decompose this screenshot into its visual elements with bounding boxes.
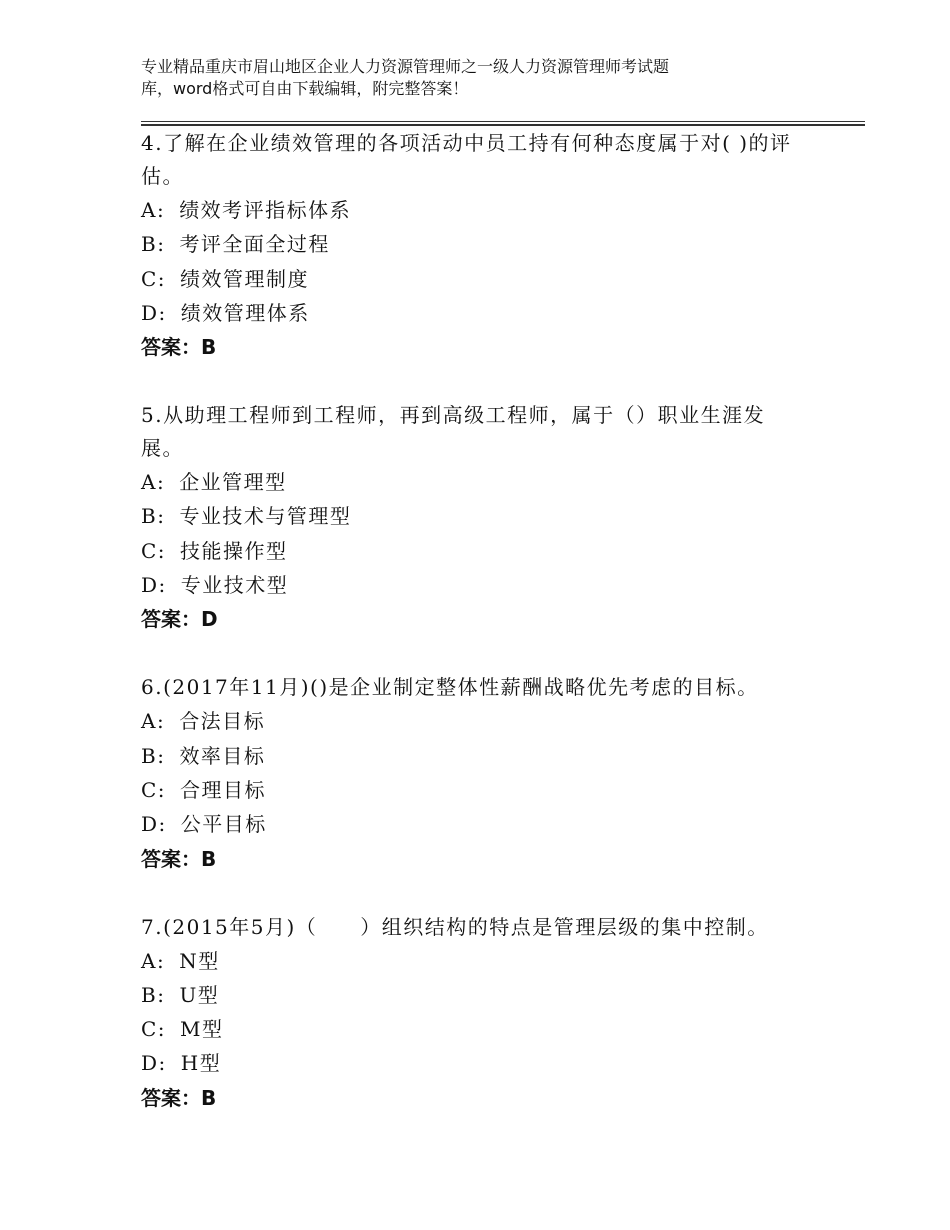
option-text: M型 (180, 1017, 224, 1042)
option-a (141, 465, 811, 499)
question-stem (141, 126, 811, 193)
option-c (141, 773, 811, 807)
option-d (141, 1046, 811, 1080)
option-d (141, 568, 811, 602)
document-header (141, 56, 781, 100)
question-stem (141, 670, 811, 704)
spacer (141, 876, 811, 910)
option-letter: D: (141, 812, 167, 837)
option-text: 企业管理型 (179, 470, 287, 495)
spacer (141, 636, 811, 670)
option-d (141, 296, 811, 330)
option-text: 考评全面全过程 (179, 232, 330, 257)
option-b (141, 227, 811, 261)
option-text: 绩效考评指标体系 (179, 198, 352, 222)
answer-line: 答案：B (141, 335, 217, 360)
option-letter: A: (141, 948, 166, 973)
option-text: H型 (180, 1051, 222, 1076)
option-text: 绩效管理体系 (180, 300, 310, 325)
option-b (141, 499, 811, 533)
option-letter: D: (141, 300, 167, 325)
question-6 (141, 670, 811, 875)
option-letter: B: (141, 982, 166, 1007)
option-text: 绩效管理制度 (180, 266, 310, 291)
question-stem (141, 910, 811, 944)
option-letter: C: (141, 266, 167, 291)
question-stem-line-1: 6.(2017年11月)()是企业制定整体性薪酬战略优先考虑的目标。 (141, 675, 759, 700)
option-b (141, 739, 811, 773)
option-b (141, 978, 811, 1012)
header-line-2: 库，word格式可自由下载编辑，附完整答案！ (141, 79, 469, 98)
option-text: U型 (179, 982, 220, 1007)
option-letter: A: (141, 470, 166, 495)
option-text: N型 (179, 948, 220, 973)
option-letter: C: (141, 538, 167, 563)
answer-line: 答案：D (141, 607, 218, 632)
option-c (141, 262, 811, 296)
option-letter: B: (141, 232, 166, 257)
question-7 (141, 910, 811, 1115)
option-letter: C: (141, 777, 167, 802)
option-letter: C: (141, 1017, 167, 1042)
option-text: 专业技术与管理型 (179, 504, 352, 529)
option-a (141, 944, 811, 978)
option-text: 合理目标 (180, 777, 267, 802)
option-c (141, 1012, 811, 1046)
option-d (141, 807, 811, 841)
question-list (141, 126, 811, 1115)
header-line-1: 专业精品重庆市眉山地区企业人力资源管理师之一级人力资源管理师考试题 (141, 57, 670, 76)
option-letter: D: (141, 573, 167, 598)
answer-line: 答案：B (141, 846, 217, 871)
question-stem-line-2: 展。 (141, 436, 184, 461)
option-text: 效率目标 (179, 743, 266, 768)
question-stem-line-2: 估。 (141, 164, 184, 188)
option-letter: A: (141, 198, 166, 222)
option-letter: A: (141, 709, 166, 734)
spacer (141, 364, 811, 398)
question-stem-line-1: 4.了解在企业绩效管理的各项活动中员工持有何种态度属于对( )的评 (141, 131, 792, 155)
answer-line: 答案：B (141, 1085, 217, 1110)
option-text: 技能操作型 (180, 538, 288, 563)
option-text: 专业技术型 (180, 573, 289, 598)
option-text: 合法目标 (179, 709, 266, 734)
option-c (141, 534, 811, 568)
question-stem-line-1: 7.(2015年5月)（ ）组织结构的特点是管理层级的集中控制。 (141, 914, 769, 939)
question-stem (141, 398, 811, 465)
question-4 (141, 126, 811, 364)
option-letter: D: (141, 1051, 167, 1076)
option-letter: B: (141, 743, 166, 768)
question-stem-line-1: 5.从助理工程师到工程师，再到高级工程师，属于（）职业生涯发 (141, 403, 766, 428)
option-letter: B: (141, 504, 166, 529)
question-5 (141, 398, 811, 636)
option-a (141, 704, 811, 738)
option-text: 公平目标 (180, 812, 267, 837)
option-a (141, 193, 811, 227)
header-divider-top (141, 121, 865, 122)
